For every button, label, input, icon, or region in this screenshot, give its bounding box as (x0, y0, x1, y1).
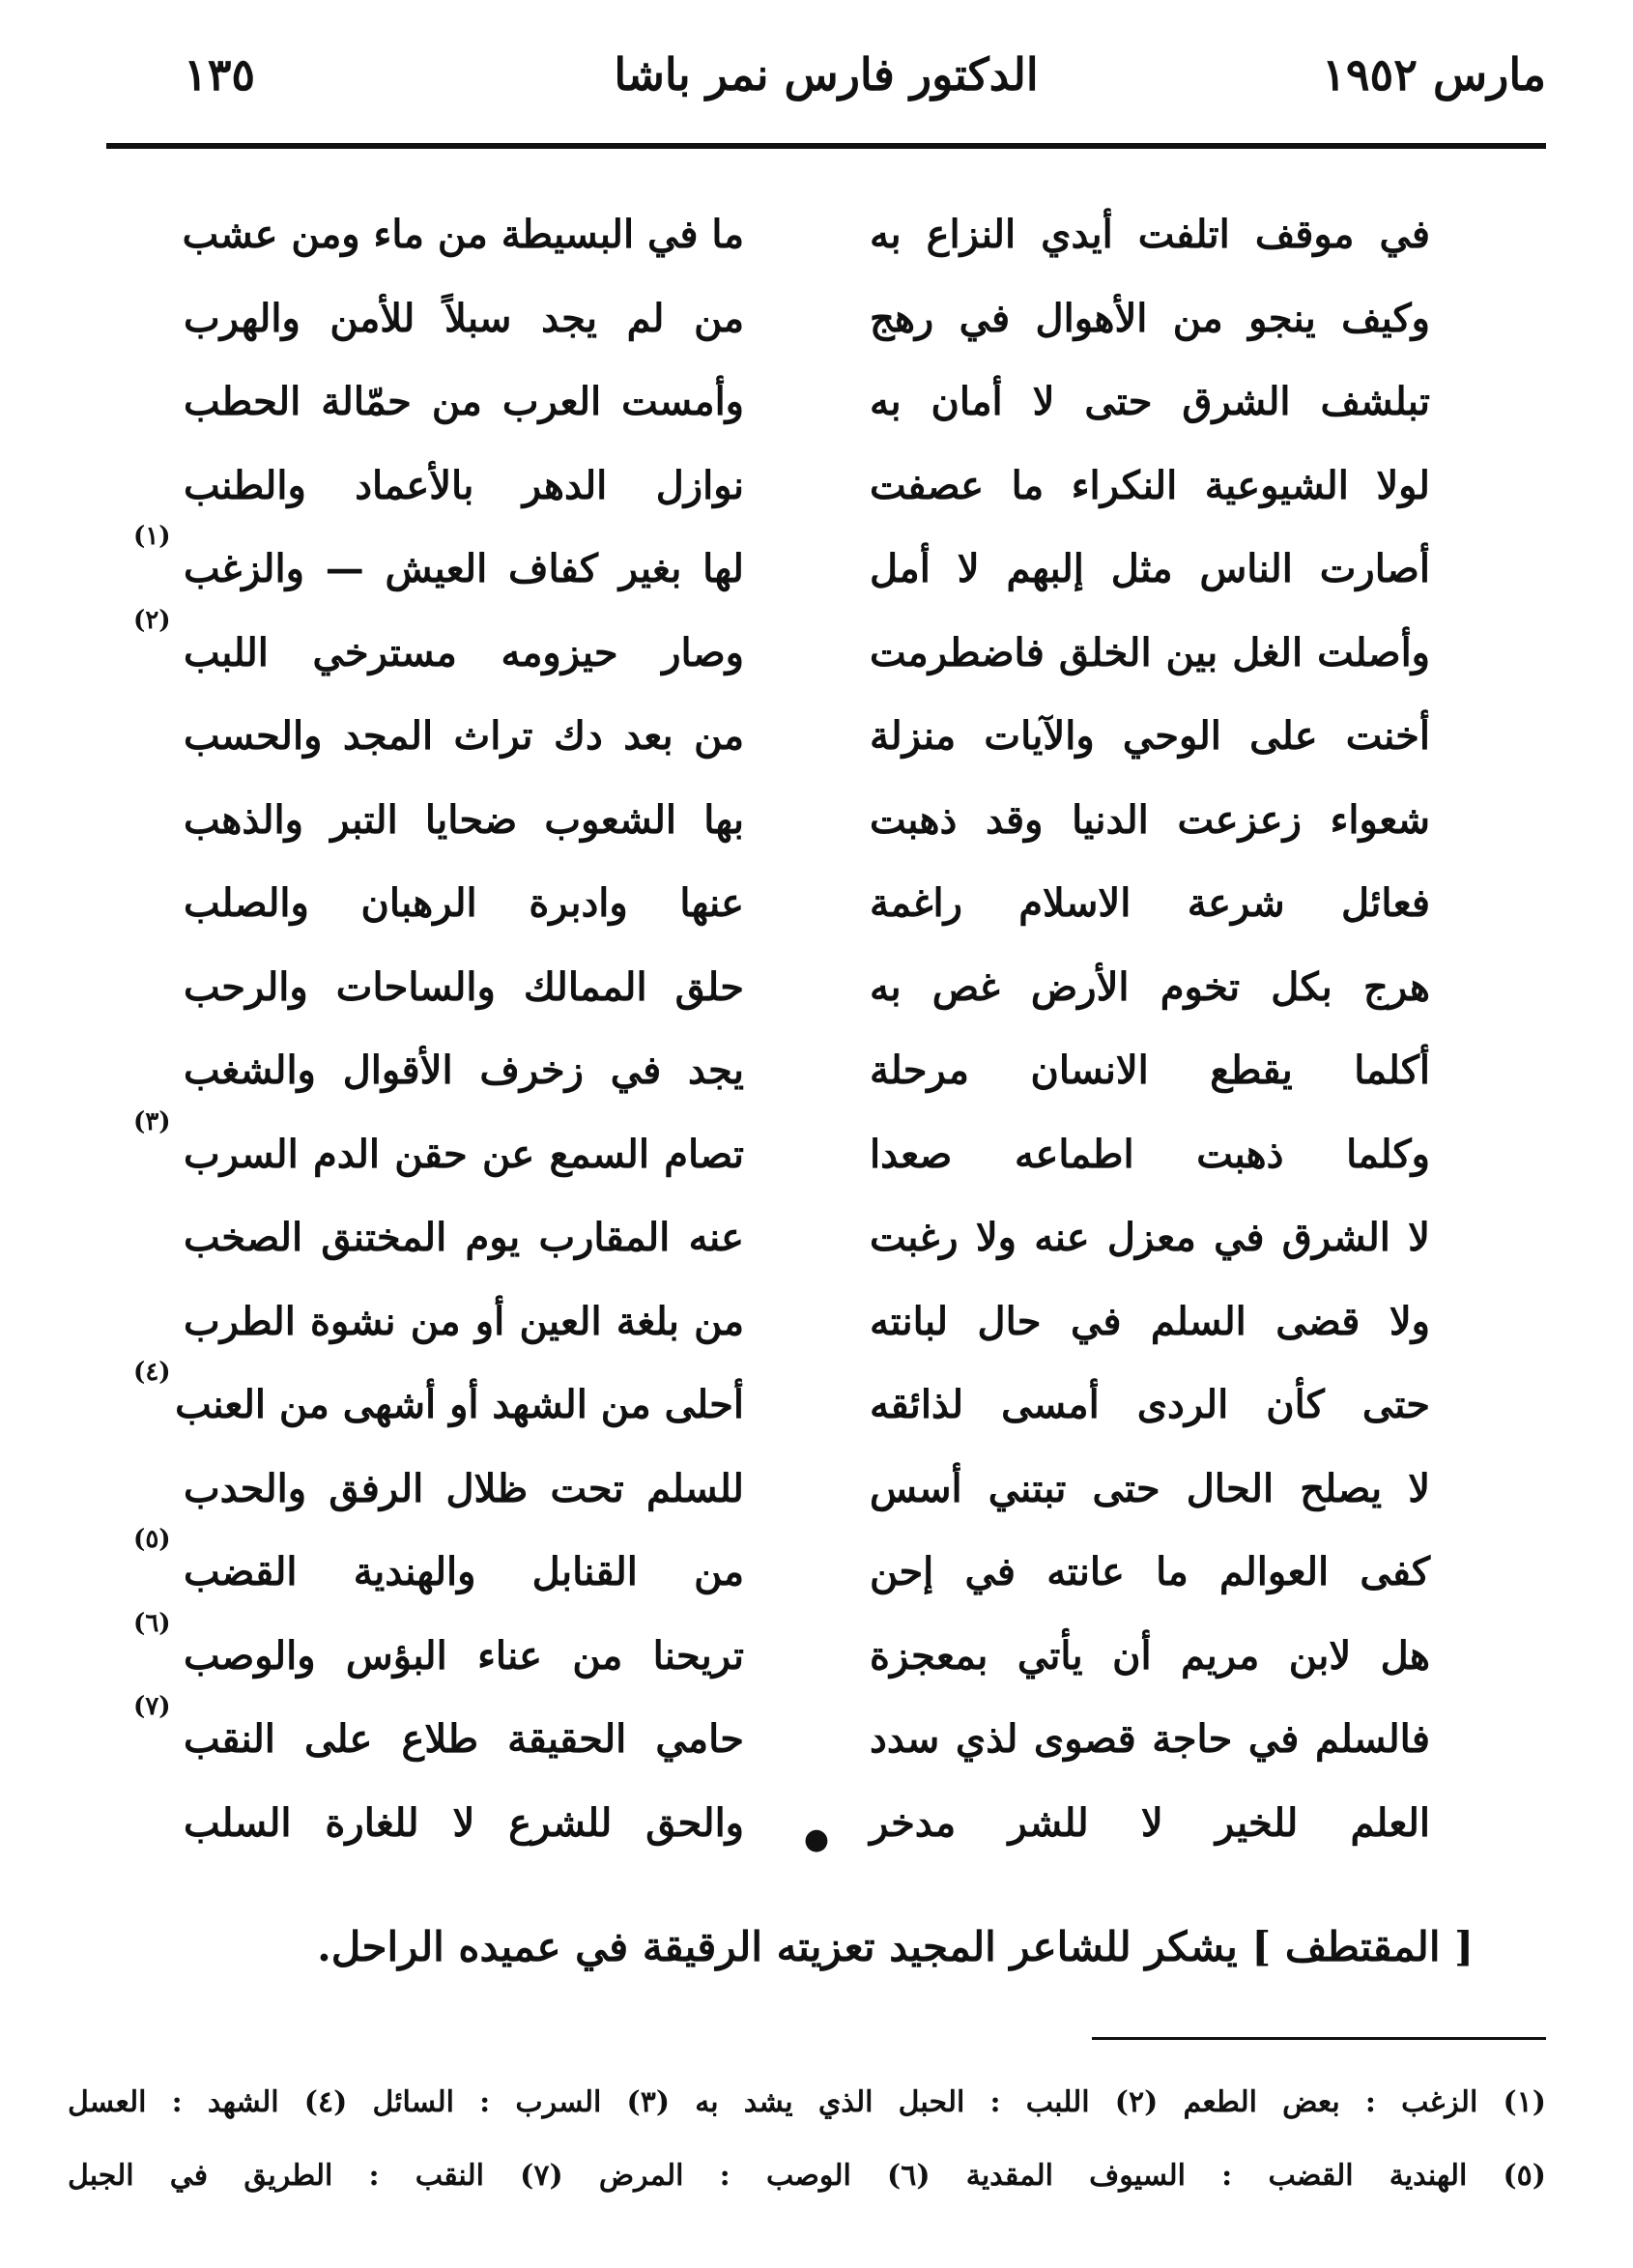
verse-first-hemistich: شعواء زعزعت الدنيا وقد ذهبت (870, 796, 1430, 843)
footnote-line: (١) الزغب : بعض الطعم (٢) اللبب : الحبل الذي يشد به (٣) السرب : السائل (٤) الشهد : العسل (68, 2085, 1546, 2119)
footnote-marker: (٤) (133, 1358, 171, 1387)
page-number: ١٣٥ (184, 48, 256, 100)
section-ornament: ● (803, 1823, 830, 1856)
footnote-marker: (٢) (133, 605, 171, 635)
verse-line (184, 1280, 1430, 1364)
verse-line (133, 522, 1430, 612)
verse-second-hemistich: من لم يجد سبلاً للأمن والهرب (184, 295, 744, 341)
verse-line (184, 1196, 1430, 1280)
verse-first-hemistich: لولا الشيوعية النكراء ما عصفت (870, 462, 1430, 508)
verse-line (184, 1448, 1430, 1532)
verse-second-hemistich: من القنابل والهندية القضب (184, 1549, 744, 1594)
verse-second-hemistich: لها بغير كفاف العيش — والزغب (184, 546, 744, 591)
verse-line (133, 1106, 1430, 1197)
footnote-marker: (١) (133, 522, 171, 551)
verse-first-hemistich: العلم للخير لا للشر مدخر (870, 1799, 1430, 1846)
verse-first-hemistich: أخنت على الوحي والآيات منزلة (870, 713, 1430, 759)
verse-line (133, 1692, 1430, 1782)
verse-second-hemistich: حامي الحقيقة طلاع على النقب (184, 1716, 744, 1762)
running-head (106, 48, 1546, 126)
verse-line (133, 1358, 1430, 1448)
verse-second-hemistich: بها الشعوب ضحايا التبر والذهب (184, 796, 744, 843)
verse-first-hemistich: في موقف اتلفت أيدي النزاع به (870, 212, 1430, 257)
verse-first-hemistich: لا الشرق في معزل عنه ولا رغبت (870, 1215, 1430, 1260)
poem (133, 193, 1430, 1865)
verse-line (133, 1525, 1430, 1615)
verse-second-hemistich: والحق للشرع لا للغارة السلب (184, 1799, 744, 1846)
verse-second-hemistich: وصار حيزومه مسترخي اللبب (184, 629, 744, 675)
verse-second-hemistich: عنه المقارب يوم المختنق الصخب (184, 1215, 744, 1260)
verse-line (184, 1029, 1430, 1113)
verse-line (184, 779, 1430, 863)
verse-line (184, 695, 1430, 779)
verse-line (133, 605, 1430, 696)
verse-line (184, 445, 1430, 529)
verse-line (184, 946, 1430, 1030)
verse-first-hemistich: فالسلم في حاجة قصوى لذي سدد (870, 1716, 1430, 1762)
verse-first-hemistich: كفى العوالم ما عانته في إحن (870, 1549, 1430, 1594)
verse-second-hemistich: ما في البسيطة من ماء ومن عشب (182, 212, 744, 257)
verse-first-hemistich: أصارت الناس مثل إلبهم لا أمل (870, 546, 1430, 591)
footnote-line: (٥) الهندية القضب : السيوف المقدية (٦) الوصب : المرض (٧) النقب : الطريق في الجبل (68, 2159, 1546, 2193)
verse-second-hemistich: من بعد دك تراث المجد والحسب (184, 713, 744, 759)
verse-first-hemistich: وأصلت الغل بين الخلق فاضطرمت (870, 629, 1430, 675)
verse-second-hemistich: حلق الممالك والساحات والرحب (184, 963, 744, 1010)
footnote-marker: (٧) (133, 1692, 171, 1721)
verse-second-hemistich: عنها وادبرة الرهبان والصلب (184, 880, 744, 926)
issue-date: مارس ١٩٥٢ (1322, 48, 1546, 100)
verse-line (184, 862, 1430, 946)
verse-first-hemistich: حتى كأن الردى أمسى لذائقه (870, 1382, 1430, 1427)
verse-line (133, 1608, 1430, 1699)
verse-second-hemistich: نوازل الدهر بالأعماد والطنب (184, 462, 744, 508)
footnotes (68, 2066, 1546, 2213)
verse-first-hemistich: ولا قضى السلم في حال لبانته (870, 1298, 1430, 1344)
article-title: الدكتور فارس نمر باشا (614, 48, 1039, 100)
verse-line (184, 360, 1430, 445)
footnote-marker: (٥) (133, 1525, 171, 1554)
verse-line (184, 193, 1430, 277)
footnote-marker: (٦) (133, 1608, 171, 1638)
verse-line (184, 277, 1430, 361)
verse-second-hemistich: من بلغة العين أو من نشوة الطرب (184, 1298, 744, 1344)
footnote-rule (1092, 2037, 1546, 2040)
verse-second-hemistich: تصام السمع عن حقن الدم السرب (184, 1131, 744, 1177)
verse-second-hemistich: تريحنا من عناء البؤس والوصب (184, 1632, 744, 1679)
verse-first-hemistich: تبلشف الشرق حتى لا أمان به (870, 379, 1430, 424)
verse-first-hemistich: هرج بكل تخوم الأرض غص به (870, 963, 1430, 1010)
verse-first-hemistich: وكلما ذهبت اطماعه صعدا (870, 1131, 1430, 1177)
editor-note: [ المقتطف ] يشكر للشاعر المجيد تعزيته الرقيقة في عميده الراحل. (317, 1923, 1474, 1970)
verse-first-hemistich: لا يصلح الحال حتى تبتني أسس (870, 1465, 1430, 1511)
verse-second-hemistich: للسلم تحت ظلال الرفق والحدب (184, 1465, 744, 1511)
verse-second-hemistich: وأمست العرب من حمّالة الحطب (184, 379, 744, 424)
verse-first-hemistich: وكيف ينجو من الأهوال في رهج (870, 295, 1430, 341)
verse-first-hemistich: فعائل شرعة الاسلام راغمة (870, 880, 1430, 926)
verse-second-hemistich: أحلى من الشهد أو أشهى من العنب (175, 1382, 744, 1427)
verse-first-hemistich: هل لابن مريم أن يأتي بمعجزة (870, 1632, 1430, 1679)
verse-first-hemistich: أكلما يقطع الانسان مرحلة (870, 1048, 1430, 1093)
footnote-marker: (٣) (133, 1106, 171, 1136)
verse-second-hemistich: يجد في زخرف الأقوال والشغب (184, 1048, 744, 1093)
header-rule (106, 143, 1546, 149)
